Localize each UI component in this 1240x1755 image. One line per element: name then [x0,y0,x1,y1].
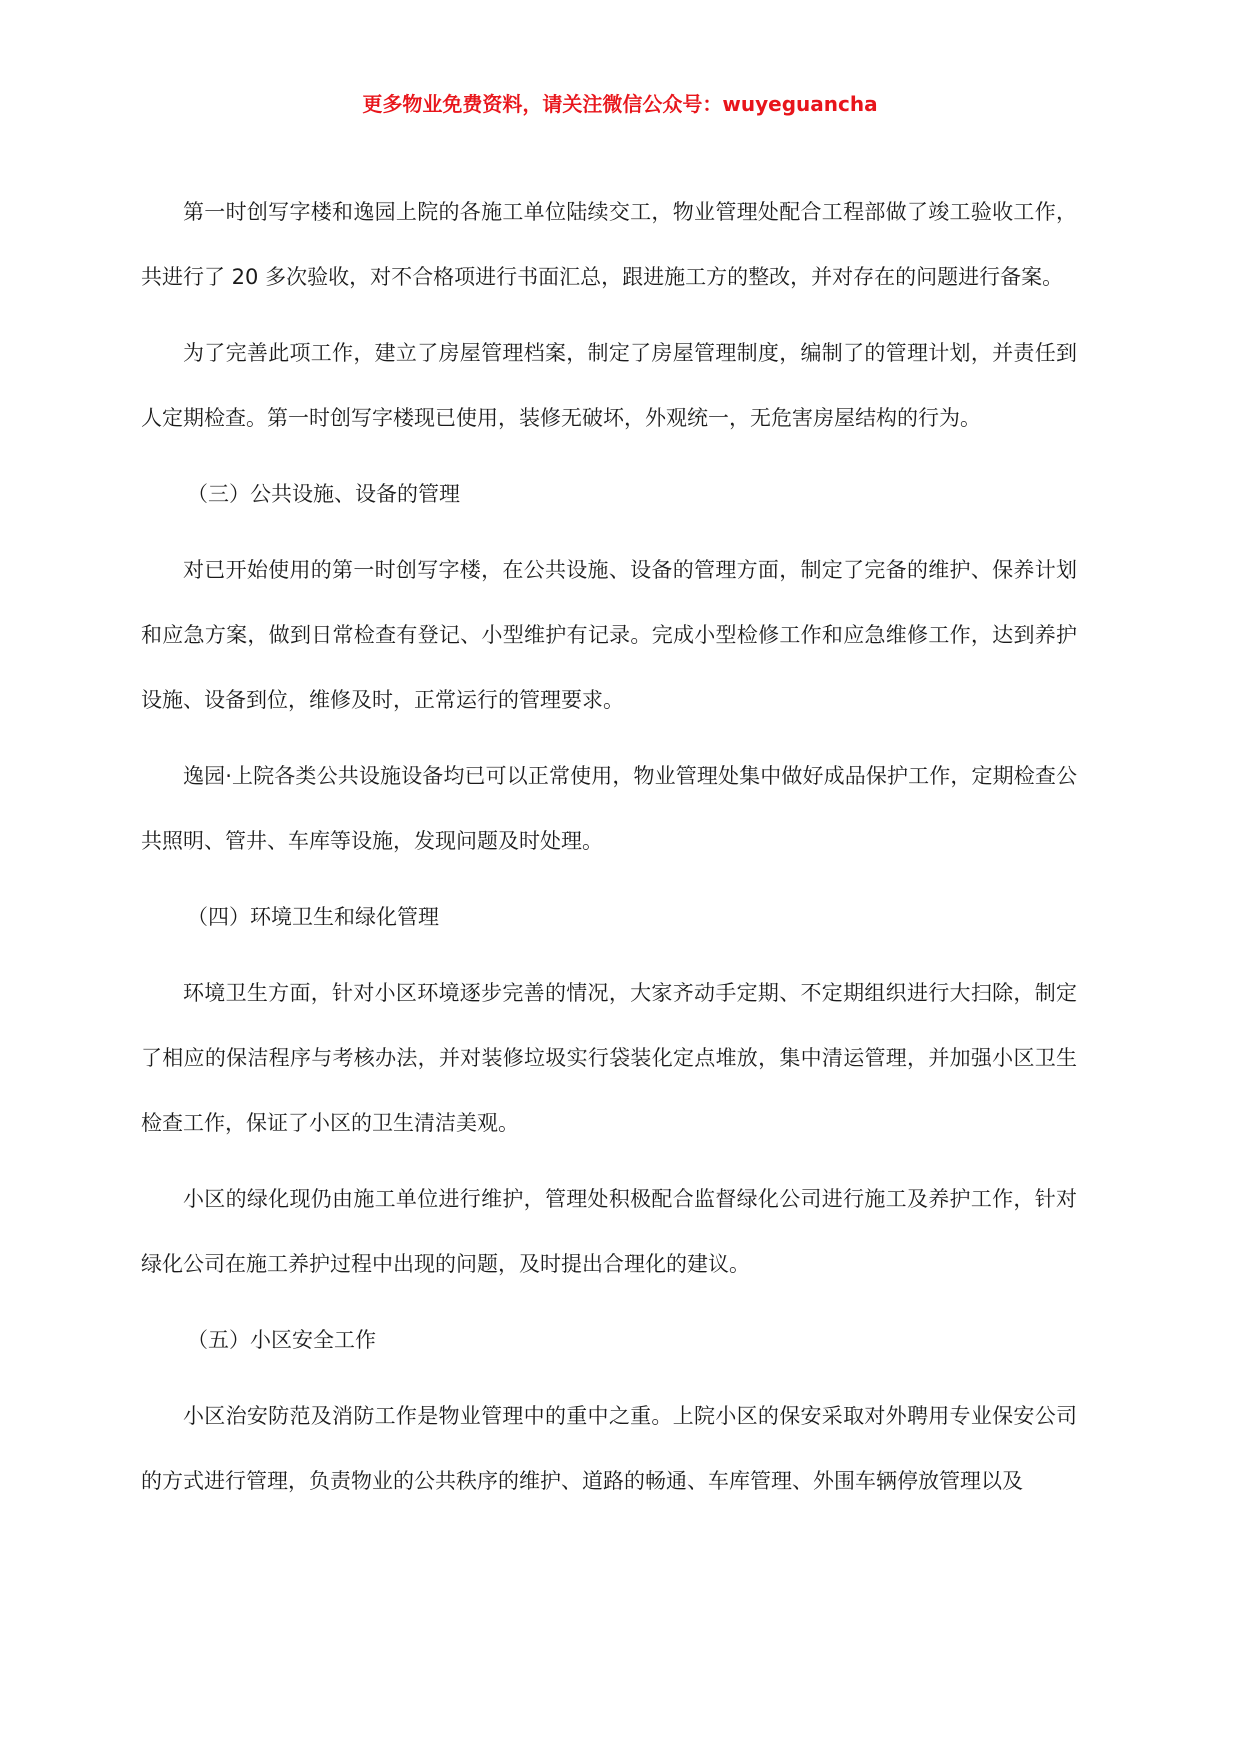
paragraph-housing-management: 为了完善此项工作，建立了房屋管理档案，制定了房屋管理制度，编制了的管理计划，并责任到人定期检查。第一时创写字楼现已使用，装修无破坏，外观统一，无危害房屋结构的行为。 [141,341,1077,430]
paragraph-facilities-yiyuan: 逸园·上院各类公共设施设备均已可以正常使用，物业管理处集中做好成品保护工作，定期检查公共照明、管井、车库等设施，发现问题及时处理。 [141,764,1077,853]
document-body [141,180,1077,1525]
paragraph-environment-hygiene: 环境卫生方面，针对小区环境逐步完善的情况，大家齐动手定期、不定期组织进行大扫除，制定了相应的保洁程序与考核办法，并对装修垃圾实行袋装化定点堆放，集中清运管理，并加强小区卫生检查工作，保证了小区的卫生清洁美观。 [141,981,1077,1135]
section-heading-community-safety: （五）小区安全工作 [187,1328,376,1352]
section-heading-public-facilities: （三）公共设施、设备的管理 [187,482,460,506]
section-heading-environment-greening: （四）环境卫生和绿化管理 [187,905,439,929]
promo-header-note: 更多物业免费资料，请关注微信公众号：wuyeguancha [362,92,878,116]
paragraph-completion-acceptance: 第一时创写字楼和逸园上院的各施工单位陆续交工，物业管理处配合工程部做了竣工验收工作，共进行了 20 多次验收，对不合格项进行书面汇总，跟进施工方的整改，并对存在的问题进行备案。 [141,200,1077,289]
paragraph-security-fire: 小区治安防范及消防工作是物业管理中的重中之重。上院小区的保安采取对外聘用专业保安公司的方式进行管理，负责物业的公共秩序的维护、道路的畅通、车库管理、外围车辆停放管理以及 [141,1404,1077,1493]
paragraph-facilities-office-building: 对已开始使用的第一时创写字楼，在公共设施、设备的管理方面，制定了完备的维护、保养计划和应急方案，做到日常检查有登记、小型维护有记录。完成小型检修工作和应急维修工作，达到养护设施、设备到位，维修及时，正常运行的管理要求。 [141,558,1077,712]
paragraph-greening: 小区的绿化现仍由施工单位进行维护，管理处积极配合监督绿化公司进行施工及养护工作，针对绿化公司在施工养护过程中出现的问题，及时提出合理化的建议。 [141,1187,1077,1276]
